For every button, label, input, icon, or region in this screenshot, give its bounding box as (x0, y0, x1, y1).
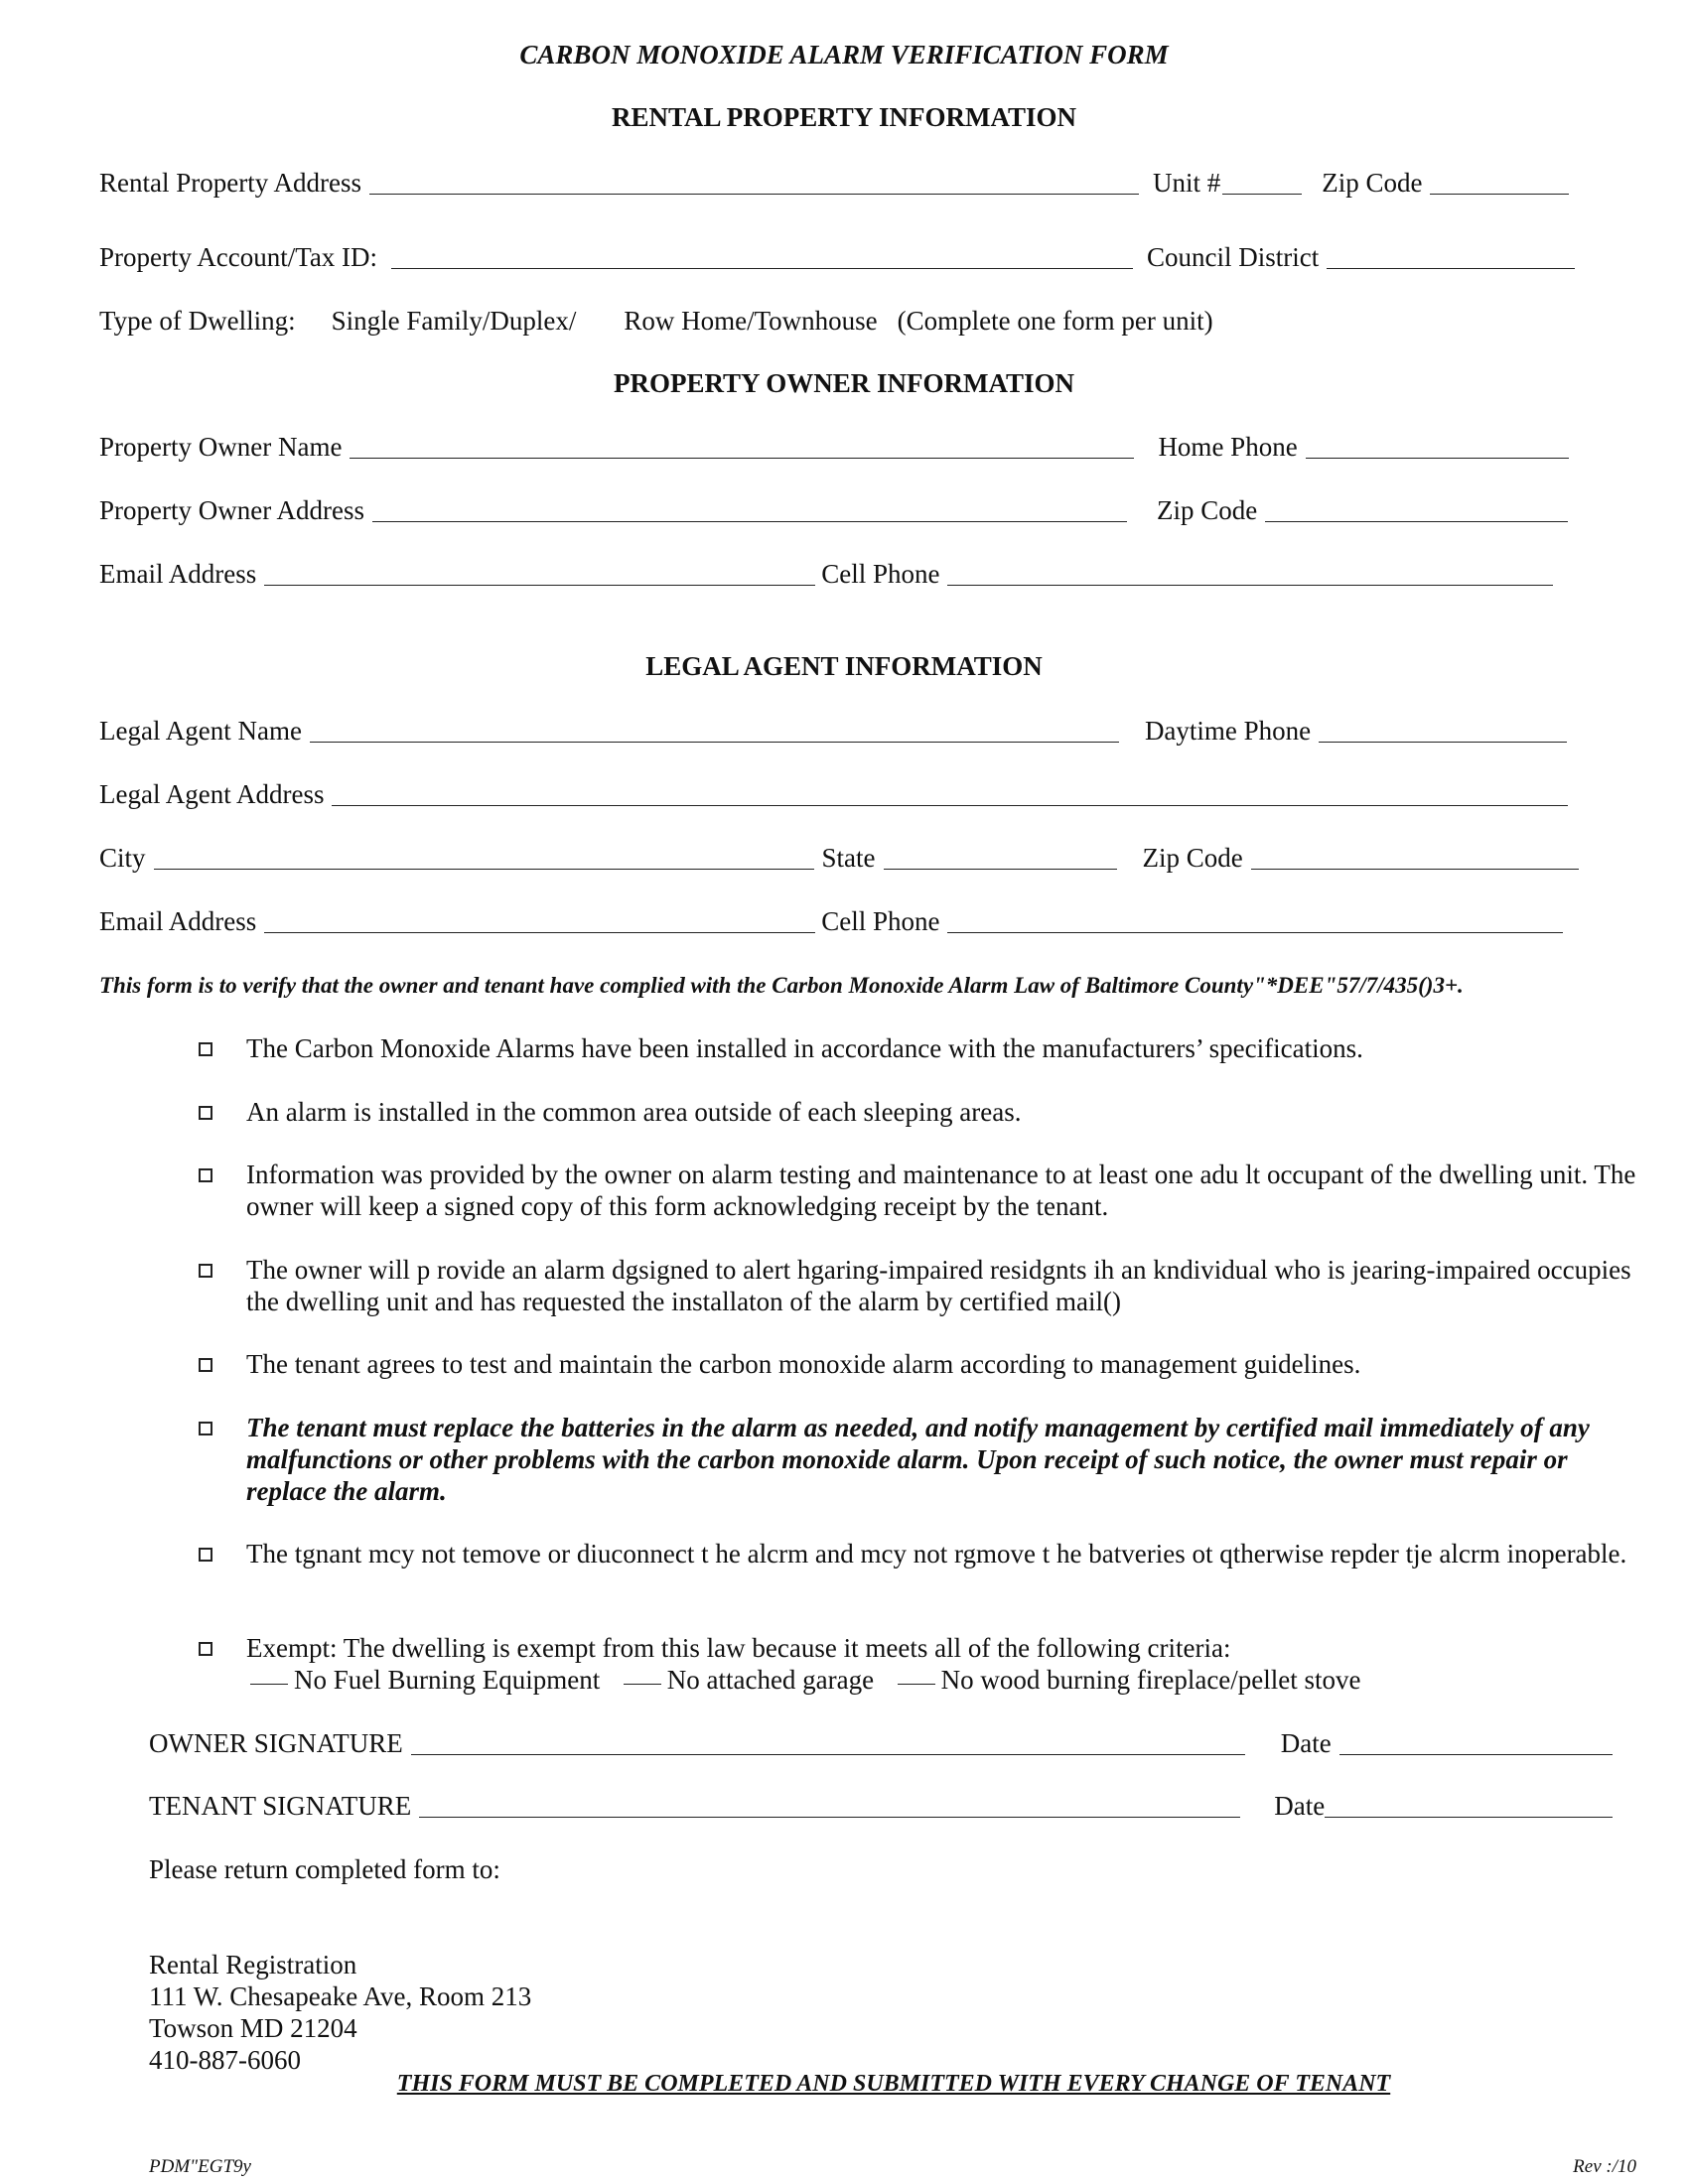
checklist-text: Information was provided by the owner on alarm testing and maintenance to at least one adu lt occupant of the dwelling unit. The owner will keep a signed copy of this form acknowledging receipt by the tenant. (246, 1160, 1636, 1221)
checklist-item (199, 1538, 1638, 1570)
tax-id-label: Property Account/Tax ID: (99, 242, 378, 272)
return-prompt: Please return completed form to: (149, 1854, 500, 1884)
exempt-option-fuel: No Fuel Burning Equipment (294, 1665, 601, 1695)
agent-cell-label: Cell Phone (821, 906, 940, 936)
owner-signature-field[interactable] (411, 1732, 1245, 1755)
owner-signature-row (149, 1727, 1626, 1759)
checklist-item-exempt (199, 1632, 1638, 1696)
agent-address-row (99, 778, 1582, 810)
exempt-text: Exempt: The dwelling is exempt from this law because it meets all of the following criteria: (246, 1633, 1231, 1663)
checklist-text: The tgnant mcy not temove or diuconnect t he alcrm and mcy not rgmove t he batveries ot qtherwise repder tje alcrm inoperable. (246, 1539, 1627, 1569)
return-line-1: Rental Registration (149, 1950, 357, 1979)
owner-cell-field[interactable] (947, 563, 1553, 586)
owner-zip-label: Zip Code (1156, 495, 1258, 525)
return-line-3: Towson MD 21204 (149, 2013, 357, 2043)
checklist-item (199, 1412, 1638, 1507)
rental-address-label: Rental Property Address (99, 168, 361, 198)
owner-date-label: Date (1280, 1728, 1332, 1758)
tenant-date-field[interactable] (1325, 1795, 1613, 1818)
owner-cell-label: Cell Phone (821, 559, 940, 589)
rental-zip-field[interactable] (1430, 172, 1569, 195)
checklist-item (199, 1254, 1638, 1317)
rental-address-row (99, 167, 1583, 199)
council-district-label: Council District (1147, 242, 1320, 272)
checkbox[interactable] (199, 1264, 212, 1278)
agent-cell-field[interactable] (947, 910, 1563, 933)
checkbox[interactable] (199, 1422, 212, 1435)
tenant-change-notice: THIS FORM MUST BE COMPLETED AND SUBMITTED WITH EVERY CHANGE OF TENANT (396, 2071, 1391, 2097)
agent-email-row (99, 905, 1577, 937)
agent-email-field[interactable] (264, 910, 815, 933)
exempt-option-garage: No attached garage (666, 1665, 875, 1695)
agent-address-label: Legal Agent Address (99, 779, 325, 809)
agent-name-field[interactable] (310, 720, 1119, 743)
owner-email-label: Email Address (99, 559, 257, 589)
tenant-signature-label: TENANT SIGNATURE (149, 1791, 412, 1821)
tenant-signature-row (149, 1790, 1626, 1822)
section-rental-heading: RENTAL PROPERTY INFORMATION (611, 102, 1077, 132)
exempt-option-blank[interactable] (250, 1666, 288, 1685)
section-owner-heading: PROPERTY OWNER INFORMATION (613, 368, 1075, 398)
section-agent-heading: LEGAL AGENT INFORMATION (645, 651, 1043, 681)
agent-zip-field[interactable] (1251, 847, 1579, 870)
owner-email-row (99, 558, 1567, 590)
checklist-item (199, 1348, 1638, 1380)
home-phone-field[interactable] (1306, 436, 1569, 459)
agent-zip-label: Zip Code (1142, 843, 1243, 873)
owner-zip-field[interactable] (1265, 499, 1568, 522)
unit-field[interactable] (1222, 172, 1302, 195)
return-line-4: 410-887-6060 (149, 2045, 301, 2075)
checkbox[interactable] (199, 1358, 212, 1372)
dwelling-option-single-family[interactable]: Single Family/Duplex/ (331, 306, 577, 336)
exempt-option-fireplace: No wood burning fireplace/pellet stove (940, 1665, 1361, 1695)
checklist-item (199, 1159, 1638, 1222)
checklist-text: The tenant must replace the batteries in the alarm as needed, and notify management by certified mail immediately of any malfunctions or other problems with the carbon monoxide alarm. Upon receipt of such notice, the owner must repair or replace the alarm. (246, 1413, 1590, 1506)
checklist-text: The owner will p rovide an alarm dgsigned to alert hgaring-impaired residgnts ih an kndividual who is jearing-impaired occupies the dwelling unit and has requested the installaton of the alarm by certified mail() (246, 1255, 1631, 1316)
owner-address-row (99, 494, 1582, 526)
exempt-option-blank[interactable] (624, 1666, 661, 1685)
council-district-field[interactable] (1327, 246, 1575, 269)
owner-address-label: Property Owner Address (99, 495, 364, 525)
compliance-notice: This form is to verify that the owner and tenant have complied with the Carbon Monoxide Alarm Law of Baltimore County"*DEE"57/7/435()3+. (99, 973, 1464, 998)
unit-label: Unit # (1152, 168, 1221, 198)
city-field[interactable] (154, 847, 814, 870)
dwelling-type-row (99, 305, 1213, 337)
return-line-2: 111 W. Chesapeake Ave, Room 213 (149, 1981, 532, 2011)
checklist-text: The tenant agrees to test and maintain the carbon monoxide alarm according to management guidelines. (246, 1349, 1361, 1379)
rental-address-field[interactable] (369, 172, 1139, 195)
checkbox[interactable] (199, 1168, 212, 1182)
agent-name-label: Legal Agent Name (99, 716, 302, 746)
owner-signature-label: OWNER SIGNATURE (149, 1728, 403, 1758)
tenant-signature-field[interactable] (419, 1795, 1240, 1818)
rental-zip-label: Zip Code (1322, 168, 1423, 198)
checklist-text: The Carbon Monoxide Alarms have been installed in accordance with the manufacturers’ specifications. (246, 1033, 1363, 1063)
checkbox[interactable] (199, 1042, 212, 1056)
tax-id-field[interactable] (391, 246, 1133, 269)
dwelling-option-row-home[interactable]: Row Home/Townhouse (624, 306, 878, 336)
checklist-item (199, 1032, 1638, 1064)
home-phone-label: Home Phone (1158, 432, 1298, 462)
agent-address-field[interactable] (332, 783, 1568, 806)
form-title: CARBON MONOXIDE ALARM VERIFICATION FORM (519, 40, 1169, 69)
daytime-phone-field[interactable] (1319, 720, 1567, 743)
owner-name-field[interactable] (350, 436, 1134, 459)
dwelling-note: (Complete one form per unit) (897, 306, 1213, 336)
checklist-text: An alarm is installed in the common area outside of each sleeping areas. (246, 1097, 1022, 1127)
daytime-phone-label: Daytime Phone (1144, 716, 1312, 746)
tax-id-row (99, 241, 1589, 273)
checkbox[interactable] (199, 1642, 212, 1656)
agent-email-label: Email Address (99, 906, 257, 936)
owner-address-field[interactable] (372, 499, 1127, 522)
checkbox[interactable] (199, 1548, 212, 1562)
tenant-date-label: Date (1274, 1791, 1326, 1821)
agent-city-row (99, 842, 1593, 874)
state-label: State (821, 843, 876, 873)
footer-form-code: PDM"EGT9y (149, 2156, 251, 2177)
checkbox[interactable] (199, 1106, 212, 1120)
footer-revision: Rev :/10 (1573, 2156, 1636, 2177)
agent-name-row (99, 715, 1581, 747)
owner-date-field[interactable] (1339, 1732, 1613, 1755)
city-label: City (99, 843, 146, 873)
owner-name-row (99, 431, 1583, 463)
dwelling-type-label: Type of Dwelling: (99, 306, 296, 336)
owner-name-label: Property Owner Name (99, 432, 343, 462)
owner-email-field[interactable] (264, 563, 815, 586)
exempt-option-blank[interactable] (898, 1666, 935, 1685)
checklist-item (199, 1096, 1638, 1128)
state-field[interactable] (884, 847, 1117, 870)
